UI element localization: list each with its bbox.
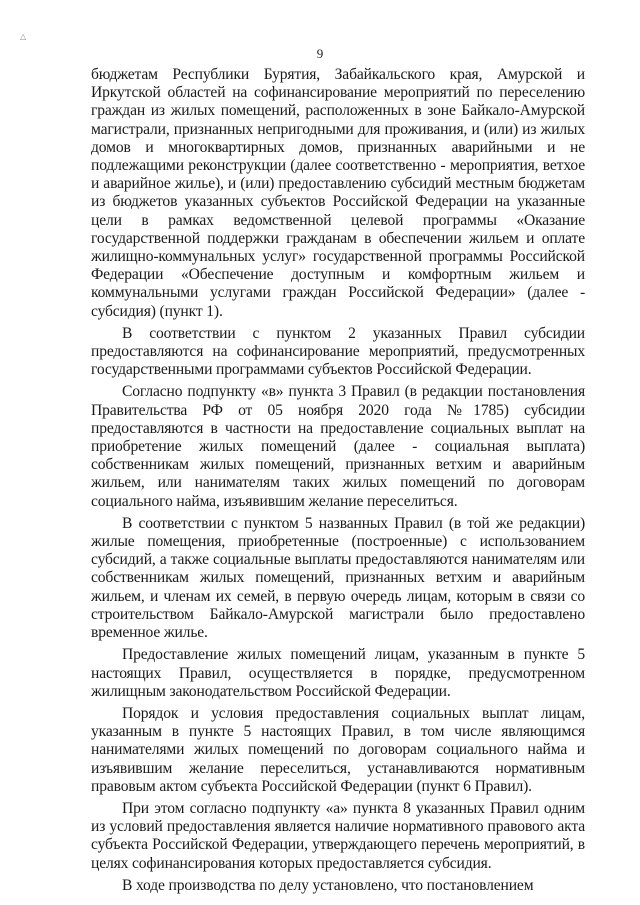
page-number: 9 <box>316 46 324 61</box>
paragraph-6: Порядок и условия предоставления социальных выплат лицам, указанным в пункте 5 настоящих Правил, в том числе являющимся нанимателями жилых помещений по договорам социального найма и изъявившим желание переселиться, устанавливаются нормативным правовым актом субъекта Российской Федерации (пункт 6 Правил). <box>91 704 585 795</box>
paragraph-7: При этом согласно подпункту «а» пункта 8 указанных Правил одним из условий предоставления является наличие нормативного правового акта субъекта Российской Федерации, утверждающего перечень мероприятий, в целях софинансирования которых предоставляется субсидия. <box>91 799 585 872</box>
paragraph-5: Предоставление жилых помещений лицам, указанным в пункте 5 настоящих Правил, осуществляется в порядке, предусмотренном жилищным законодательством Российской Федерации. <box>91 646 585 700</box>
paragraph-8: В ходе производства по делу установлено, что постановлением <box>122 876 534 894</box>
corner-mark: △ <box>20 32 27 41</box>
paragraph-4: В соответствии с пунктом 5 названных Правил (в той же редакции) жилые помещения, приобретенные (построенные) с использованием субсидий, а также социальные выплаты предоставляются нанимателям или собственникам жилых помещений, признанных ветхим и аварийным жильем, и членам их семей, в первую очередь лицам, которым в связи со строительством Байкало-Амурской магистрали было предоставлено временное жилье. <box>91 514 585 642</box>
paragraph-3: Согласно подпункту «в» пункта 3 Правил (в редакции постановления Правительства РФ от 05 ноября 2020 года №1785) субсидии предоставляются в частности на предоставление социальных выплат на приобретение жилых помещений (далее - социальная выплата) собственникам жилых помещений, признанных ветхим и аварийным жильем, или нанимателям таких жилых помещений по договорам социального найма, изъявившим желание переселиться. <box>91 383 585 510</box>
document-body <box>91 66 585 895</box>
paragraph-1: бюджетам Республики Бурятия, Забайкальского края, Амурской и Иркутской областей на софинансирование мероприятий по переселению граждан из жилых помещений, расположенных в зоне Байкало-Амурской магистрали, признанных непригодными для проживания, и (или) из жилых домов и многоквартирных домов, признанных аварийными и не подлежащими реконструкции (далее соответственно - мероприятия, ветхое и аварийное жилье), и (или) предоставлению субсидий местным бюджетам из бюджетов указанных субъектов Российской Федерации на указанные цели в рамках ведомственной целевой программы «Оказание государственной поддержки гражданам в обеспечении жильем и оплате жилищно-коммунальных услуг» государственной программы Российской Федерации «Обеспечение доступным и комфортным жильем и коммунальными услугами граждан Российской Федерации» (далее - субсидия) (пункт 1). <box>91 66 585 320</box>
paragraph-2: В соответствии с пунктом 2 указанных Правил субсидии предоставляются на софинансирование мероприятий, предусмотренных государственными программами субъектов Российской Федерации. <box>91 324 585 379</box>
